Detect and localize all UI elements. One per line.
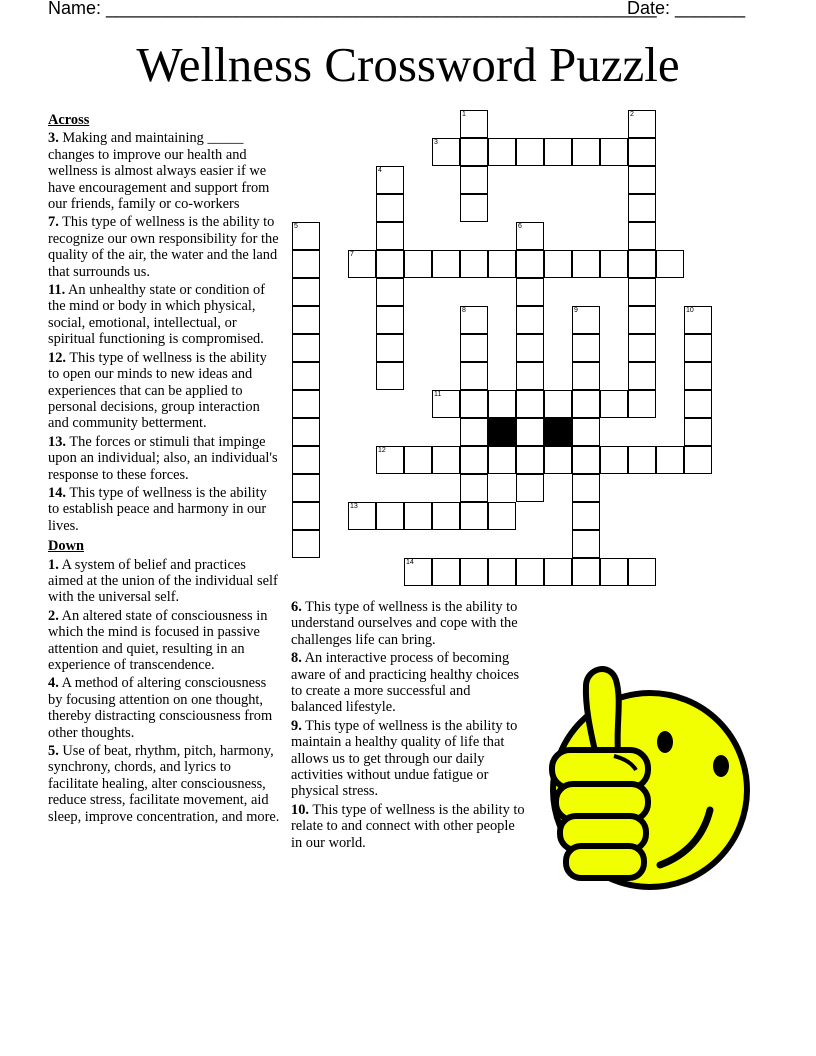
down-clue: [291, 650, 525, 716]
clue-number: 11.: [48, 282, 66, 299]
cell-number: 10: [686, 307, 694, 314]
clue-text: A method of altering consciousness by focusing attention on one thought, thereby distracting consciousness from other thoughts.: [48, 675, 273, 741]
grid-cell[interactable]: [628, 250, 656, 278]
clue-column-right: [291, 599, 525, 853]
grid-cell[interactable]: [376, 306, 404, 334]
grid-cell[interactable]: [516, 250, 544, 278]
grid-cell[interactable]: [628, 166, 656, 194]
grid-cell[interactable]: [600, 558, 628, 586]
grid-cell[interactable]: [404, 250, 432, 278]
grid-cell[interactable]: [544, 138, 572, 166]
grid-cell[interactable]: [292, 390, 320, 418]
grid-cell[interactable]: [516, 418, 544, 446]
grid-cell[interactable]: [460, 502, 488, 530]
clue-text: An altered state of consciousness in which the mind is focused in passive attention and quiet, resulting in an experience of transcendence.: [48, 607, 268, 673]
clue-number: 3.: [48, 130, 59, 147]
clue-text: This type of wellness is the ability to relate to and connect with other people in our world.: [291, 801, 525, 851]
clue-number: 6.: [291, 599, 302, 615]
grid-cell[interactable]: [628, 278, 656, 306]
grid-cell[interactable]: [292, 362, 320, 390]
down-clue: [48, 675, 280, 741]
grid-cell[interactable]: [432, 138, 460, 166]
down-clue: [291, 599, 525, 648]
across-heading: Across: [48, 112, 90, 128]
grid-cell[interactable]: [628, 334, 656, 362]
grid-cell[interactable]: [656, 250, 684, 278]
grid-cell[interactable]: [460, 362, 488, 390]
grid-cell[interactable]: [572, 138, 600, 166]
grid-cell[interactable]: [628, 110, 656, 138]
clue-number: 4.: [48, 675, 59, 692]
grid-cell[interactable]: [572, 530, 600, 558]
clue-text: This type of wellness is the ability to understand ourselves and cope with the challenges life can bring.: [291, 599, 518, 648]
grid-cell[interactable]: [628, 194, 656, 222]
cell-number: 11: [434, 391, 442, 398]
grid-cell[interactable]: [572, 250, 600, 278]
grid-cell[interactable]: [432, 390, 460, 418]
grid-cell[interactable]: [292, 250, 320, 278]
grid-cell[interactable]: [292, 530, 320, 558]
down-heading: Down: [48, 538, 84, 555]
grid-cell[interactable]: [404, 502, 432, 530]
grid-cell[interactable]: [460, 390, 488, 418]
grid-cell[interactable]: [376, 166, 404, 194]
grid-cell[interactable]: [656, 446, 684, 474]
grid-cell[interactable]: [432, 558, 460, 586]
grid-cell[interactable]: [292, 278, 320, 306]
grid-cell[interactable]: [516, 474, 544, 502]
grid-cell[interactable]: [432, 446, 460, 474]
grid-cell[interactable]: [376, 194, 404, 222]
grid-cell[interactable]: [488, 446, 516, 474]
down-clue-list: [48, 557, 280, 826]
across-clue: [48, 485, 280, 534]
cell-number: 12: [378, 447, 386, 454]
grid-cell[interactable]: [292, 502, 320, 530]
grid-cell[interactable]: [516, 222, 544, 250]
grid-cell[interactable]: [488, 558, 516, 586]
down-clue: [48, 743, 280, 825]
clue-column-left: [48, 112, 280, 827]
grid-cell[interactable]: [348, 502, 376, 530]
clue-number: 10.: [291, 801, 309, 818]
clue-text: Use of beat, rhythm, pitch, harmony, synchrony, chords, and lyrics to facilitate healing, alter consciousness, reduce stress, facilitate movement, aid sleep, improve concentration, and more.: [48, 743, 280, 825]
clue-text: This type of wellness is the ability to recognize our own responsibility for the quality of the air, the water and the land that surrounds us.: [48, 214, 279, 280]
grid-cell[interactable]: [376, 334, 404, 362]
grid-cell[interactable]: [628, 138, 656, 166]
grid-cell[interactable]: [376, 222, 404, 250]
grid-cell[interactable]: [600, 250, 628, 278]
clue-text: A system of belief and practices aimed at the union of the individual self with the universal self.: [48, 556, 278, 606]
grid-cell[interactable]: [544, 250, 572, 278]
grid-cell[interactable]: [460, 194, 488, 222]
clue-number: 14.: [48, 484, 66, 501]
grid-cell[interactable]: [460, 334, 488, 362]
grid-cell[interactable]: [292, 222, 320, 250]
grid-cell[interactable]: [292, 334, 320, 362]
grid-cell[interactable]: [572, 418, 600, 446]
grid-cell[interactable]: [460, 418, 488, 446]
grid-cell[interactable]: [572, 334, 600, 362]
grid-cell[interactable]: [376, 362, 404, 390]
clue-number: 12.: [48, 349, 66, 366]
grid-cell[interactable]: [600, 446, 628, 474]
cell-number: 8: [462, 307, 466, 314]
down-clue: [291, 802, 525, 851]
across-clue: [48, 434, 280, 483]
grid-cell[interactable]: [376, 502, 404, 530]
cell-number: 6: [518, 223, 522, 230]
grid-cell[interactable]: [460, 138, 488, 166]
grid-cell[interactable]: [460, 474, 488, 502]
grid-cell[interactable]: [628, 362, 656, 390]
clue-number: 1.: [48, 556, 59, 573]
grid-cell[interactable]: [684, 446, 712, 474]
grid-cell[interactable]: [544, 558, 572, 586]
down-clue-list-continued: [291, 599, 525, 851]
grid-cell[interactable]: [460, 166, 488, 194]
grid-cell[interactable]: [460, 250, 488, 278]
grid-cell[interactable]: [572, 306, 600, 334]
grid-cell[interactable]: [516, 390, 544, 418]
across-clue-list: [48, 130, 280, 534]
grid-cell[interactable]: [292, 418, 320, 446]
grid-cell[interactable]: [572, 474, 600, 502]
grid-cell[interactable]: [684, 362, 712, 390]
clue-number: 5.: [48, 743, 59, 760]
grid-cell[interactable]: [376, 278, 404, 306]
grid-cell[interactable]: [684, 334, 712, 362]
grid-cell[interactable]: [404, 446, 432, 474]
clue-text: An interactive process of becoming aware of and practicing healthy choices to create a more successful and balanced lifestyle.: [291, 650, 520, 716]
grid-cell[interactable]: [684, 390, 712, 418]
cell-number: 4: [378, 167, 382, 174]
page-title: Wellness Crossword Puzzle: [136, 37, 680, 92]
grid-cell[interactable]: [432, 502, 460, 530]
grid-cell[interactable]: [572, 558, 600, 586]
grid-cell[interactable]: [460, 306, 488, 334]
grid-cell[interactable]: [460, 446, 488, 474]
cell-number: 9: [574, 307, 578, 314]
cell-number: 13: [350, 503, 358, 510]
grid-block: [544, 418, 572, 446]
grid-cell[interactable]: [628, 390, 656, 418]
grid-cell[interactable]: [516, 362, 544, 390]
grid-cell[interactable]: [684, 418, 712, 446]
grid-cell[interactable]: [572, 502, 600, 530]
grid-cell[interactable]: [544, 446, 572, 474]
clue-text: This type of wellness is the ability to open our minds to new ideas and experiences that can be applied to personal decisions, group interaction and community betterment.: [48, 349, 267, 432]
grid-cell[interactable]: [292, 446, 320, 474]
clue-text: The forces or stimuli that impinge upon an individual; also, an individual's response to these forces.: [48, 433, 278, 483]
grid-cell[interactable]: [292, 306, 320, 334]
clue-number: 2.: [48, 607, 59, 624]
grid-cell[interactable]: [376, 446, 404, 474]
grid-cell[interactable]: [488, 250, 516, 278]
grid-cell[interactable]: [572, 446, 600, 474]
clue-number: 9.: [291, 717, 302, 734]
across-clue: [48, 130, 280, 212]
clue-number: 13.: [48, 433, 66, 450]
clue-text: This type of wellness is the ability to establish peace and harmony in our lives.: [48, 484, 267, 534]
grid-cell[interactable]: [488, 502, 516, 530]
down-clue: [48, 557, 280, 606]
clue-text: This type of wellness is the ability to maintain a healthy quality of life that allows us to get through our daily activities without undue fatigue or physical stress.: [291, 717, 518, 800]
cell-number: 7: [350, 251, 354, 258]
grid-cell[interactable]: [348, 250, 376, 278]
grid-cell[interactable]: [684, 306, 712, 334]
grid-cell[interactable]: [488, 138, 516, 166]
grid-cell[interactable]: [600, 138, 628, 166]
grid-cell[interactable]: [628, 558, 656, 586]
grid-cell[interactable]: [628, 306, 656, 334]
grid-cell[interactable]: [432, 250, 460, 278]
grid-cell[interactable]: [460, 110, 488, 138]
grid-cell[interactable]: [516, 278, 544, 306]
grid-cell[interactable]: [628, 446, 656, 474]
grid-cell[interactable]: [516, 334, 544, 362]
grid-cell[interactable]: [516, 306, 544, 334]
clue-text: Making and maintaining _____ changes to improve our health and wellness is almost always easier if we have encouragement and support from our friends, family or co-workers: [48, 130, 270, 213]
across-clue: [48, 214, 280, 280]
grid-cell[interactable]: [404, 558, 432, 586]
clue-number: 8.: [291, 650, 302, 667]
cell-number: 1: [462, 111, 466, 118]
grid-cell[interactable]: [628, 222, 656, 250]
grid-cell[interactable]: [516, 138, 544, 166]
grid-cell[interactable]: [600, 390, 628, 418]
grid-block: [488, 418, 516, 446]
grid-cell[interactable]: [572, 390, 600, 418]
name-field-label: Name: _______________________________________________________: [48, 0, 657, 18]
cell-number: 5: [294, 223, 298, 230]
grid-cell[interactable]: [488, 390, 516, 418]
across-clue: [48, 282, 280, 348]
date-field-label: Date: _______: [627, 0, 746, 18]
thumbs-up-smiley-icon: [540, 660, 750, 890]
cell-number: 2: [630, 111, 634, 118]
grid-cell[interactable]: [572, 362, 600, 390]
grid-cell[interactable]: [376, 250, 404, 278]
clue-text: An unhealthy state or condition of the mind or body in which physical, social, emotional, intellectual, or spiritual functioning is compromised.: [48, 282, 266, 348]
down-clue: [48, 608, 280, 674]
cell-number: 3: [434, 139, 438, 146]
grid-cell[interactable]: [516, 558, 544, 586]
across-clue: [48, 350, 280, 432]
grid-cell[interactable]: [516, 446, 544, 474]
grid-cell[interactable]: [292, 474, 320, 502]
clue-number: 7.: [48, 214, 59, 231]
grid-cell[interactable]: [460, 558, 488, 586]
grid-cell[interactable]: [544, 390, 572, 418]
cell-number: 14: [406, 559, 414, 566]
down-clue: [291, 718, 525, 800]
